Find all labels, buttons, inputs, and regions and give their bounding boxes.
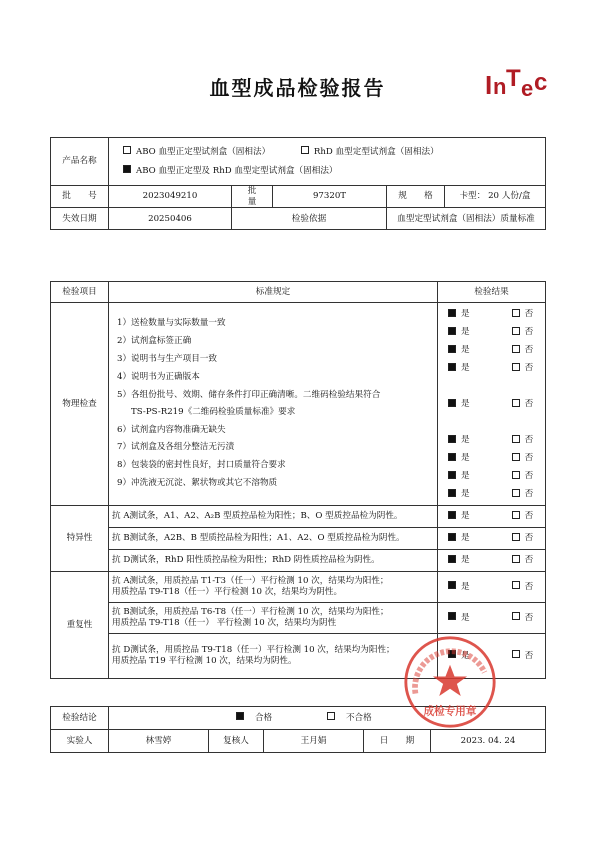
checkbox-icon (512, 650, 520, 658)
checkbox-icon (327, 712, 335, 720)
product-name-label: 产品名称 (51, 138, 109, 186)
result-label: 否 (524, 471, 534, 481)
svg-text:T: T (506, 65, 521, 92)
product-info-table (50, 137, 546, 230)
result-label: 否 (524, 650, 534, 661)
result-label: 是 (461, 533, 470, 544)
quality-inspection-stamp (402, 634, 498, 730)
svg-text:e: e (521, 76, 534, 101)
result-label: 是 (461, 471, 470, 481)
checkbox-checked-icon (448, 612, 456, 620)
checkbox-checked-icon (448, 489, 456, 497)
result-label: 否 (524, 435, 534, 445)
result-label: 是 (461, 399, 470, 409)
checkbox-icon (512, 309, 520, 317)
result-label: 是 (461, 650, 470, 661)
specificity-label: 特异性 (51, 506, 109, 572)
repeatability-standard: 抗 B测试条，用质控品 T6-T8（任一）平行检测 10 次，结果均为阳性； 用质控品 T9-T18（任一） 平行检测 10 次，结果均为阴性 (109, 603, 438, 634)
checkbox-checked-icon (123, 165, 131, 173)
result-label: 是 (461, 612, 470, 623)
result-label: 否 (524, 309, 534, 319)
product-option-rhd: RhD 血型定型试剂盒（固相法） (301, 147, 439, 157)
product-option-abo: ABO 血型正定型试剂盒（固相法） (123, 147, 270, 157)
physical-check-results (438, 303, 546, 506)
result-yes-no (438, 343, 533, 357)
result-yes-no (438, 307, 533, 321)
checkbox-checked-icon (236, 712, 244, 720)
page-title: 血型成品检验报告 (209, 76, 386, 100)
svg-text:n: n (493, 74, 507, 99)
checkbox-icon (512, 612, 520, 620)
checkbox-icon (512, 327, 520, 335)
checkbox-checked-icon (448, 345, 456, 353)
standard-item: 6）试剂盒内容物准确无缺失 (117, 424, 226, 435)
result-label: 否 (524, 511, 534, 522)
basis-label: 检验依据 (232, 208, 387, 230)
standard-item: 3）说明书与生产项目一致 (117, 353, 217, 364)
checkbox-icon (512, 533, 520, 541)
result-label: 是 (461, 453, 470, 463)
checkbox-icon (512, 453, 520, 461)
result-label: 是 (461, 555, 470, 566)
result-label: 是 (461, 581, 470, 592)
result-yes-no (438, 533, 545, 544)
result-label: 是 (461, 435, 470, 445)
checkbox-icon (123, 146, 131, 154)
result-label: 否 (524, 533, 534, 544)
checkbox-icon (512, 471, 520, 479)
checkbox-icon (512, 489, 520, 497)
physical-check-label: 物理检查 (51, 303, 109, 506)
checkbox-checked-icon (448, 533, 456, 541)
result-yes-no (438, 511, 545, 522)
repeatability-result (438, 572, 546, 603)
col-result-header: 检验结果 (438, 282, 546, 303)
result-yes-no (438, 397, 533, 411)
repeatability-standard: 抗 A测试条，用质控品 T1-T3（任一）平行检测 10 次，结果均为阳性； 用质控品 T9-T18（任一）平行检测 10 次，结果均为阴性。 (109, 572, 438, 603)
inspection-table (50, 281, 546, 679)
standard-item: 2）试剂盒标签正确 (117, 336, 192, 347)
result-yes-no (438, 582, 545, 593)
result-yes-no (438, 361, 533, 375)
tester-name: 林雪婷 (109, 730, 209, 753)
result-label: 否 (524, 453, 534, 463)
result-yes-no (438, 613, 545, 624)
result-yes-no (438, 451, 533, 465)
reviewer-name: 王月娟 (264, 730, 364, 753)
standard-item: 1）送检数量与实际数量一致 (117, 318, 226, 329)
repeatability-standard: 抗 D测试条，用质控品 T9-T18（任一）平行检测 10 次，结果均为阳性； 用质控品 T19 平行检测 10 次，结果均为阴性。 (109, 634, 438, 679)
result-label: 是 (461, 309, 470, 319)
result-yes-no (438, 469, 533, 483)
product-options-cell (109, 138, 546, 186)
reviewer-label: 复核人 (209, 730, 264, 753)
expiry-value: 20250406 (109, 208, 232, 230)
checkbox-icon (512, 511, 520, 519)
tester-label: 实验人 (51, 730, 109, 753)
result-yes-no (438, 433, 533, 447)
col-standard-header: 标准规定 (109, 282, 438, 303)
svg-text:c: c (534, 69, 548, 96)
specificity-result (438, 550, 546, 572)
result-label: 否 (524, 612, 534, 623)
result-label: 否 (524, 555, 534, 566)
standard-item: 8）包装袋的密封性良好，封口质量符合要求 (117, 460, 286, 471)
standard-item: 4）说明书为正确版本 (117, 371, 200, 382)
checkbox-checked-icon (448, 435, 456, 443)
checkbox-icon (512, 363, 520, 371)
checkbox-icon (512, 399, 520, 407)
checkbox-checked-icon (448, 511, 456, 519)
intec-logo (484, 64, 554, 104)
specificity-standard: 抗 A测试条，A1、A2、A₂B 型质控品检为阳性；B、O 型质控品检为阴性。 (109, 506, 438, 528)
result-label: 否 (524, 489, 534, 499)
conclusion-label: 检验结论 (51, 707, 109, 730)
result-label: 是 (461, 489, 470, 499)
repeatability-result (438, 603, 546, 634)
quantity-label: 批 量 (232, 186, 273, 208)
quantity-value: 97320T (273, 186, 387, 208)
standard-item: 7）试剂盒及各组分整洁无污渍 (117, 442, 235, 453)
svg-text:I: I (485, 70, 493, 100)
spec-value: 卡型： 20 人份/盒 (445, 186, 546, 208)
checkbox-icon (512, 581, 520, 589)
checkbox-checked-icon (448, 471, 456, 479)
result-label: 否 (524, 327, 534, 337)
checkbox-checked-icon (448, 581, 456, 589)
expiry-label: 失效日期 (51, 208, 109, 230)
result-label: 否 (524, 363, 534, 373)
specificity-result (438, 506, 546, 528)
specificity-standard: 抗 D测试条，RhD 阳性质控品检为阳性；RhD 阴性质控品检为阴性。 (109, 550, 438, 572)
checkbox-icon (512, 435, 520, 443)
checkbox-checked-icon (448, 363, 456, 371)
result-label: 是 (461, 345, 470, 355)
fail-option: 不合格 (327, 713, 372, 723)
result-label: 否 (524, 581, 534, 592)
repeatability-label: 重复性 (51, 572, 109, 679)
specificity-standard: 抗 B测试条，A2B、B 型质控品检为阳性；A1、A2、O 型质控品检为阴性。 (109, 528, 438, 550)
result-yes-no (438, 555, 545, 566)
result-label: 是 (461, 511, 470, 522)
pass-option: 合格 (236, 713, 272, 723)
svg-text:成检专用章: 成检专用章 (423, 705, 477, 718)
checkbox-icon (301, 146, 309, 154)
date-value: 2023. 04. 24 (431, 730, 546, 753)
checkbox-checked-icon (448, 555, 456, 563)
col-item-header: 检验项目 (51, 282, 109, 303)
checkbox-checked-icon (448, 399, 456, 407)
standard-item-5: 5）各组份批号、效期、储存条件打印正确清晰。二维码检验结果符合 TS-PS-R219《二维码检验质量标准》要求 (117, 389, 381, 417)
physical-check-standards (109, 303, 438, 506)
result-yes-no (438, 487, 533, 501)
product-option-abo-rhd: ABO 血型正定型及 RhD 血型定型试剂盒（固相法） (123, 166, 338, 176)
checkbox-icon (512, 345, 520, 353)
result-label: 是 (461, 363, 470, 373)
specificity-result (438, 528, 546, 550)
batch-label: 批 号 (51, 186, 109, 208)
batch-value: 2023049210 (109, 186, 232, 208)
checkbox-icon (512, 555, 520, 563)
spec-label: 规 格 (387, 186, 445, 208)
checkbox-checked-icon (448, 327, 456, 335)
basis-value: 血型定型试剂盒（固相法）质量标准 (387, 208, 546, 230)
checkbox-checked-icon (448, 453, 456, 461)
result-yes-no (438, 325, 533, 339)
checkbox-checked-icon (448, 309, 456, 317)
standard-item: 9）冲洗液无沉淀、絮状物或其它不溶物质 (117, 477, 278, 488)
result-label: 否 (524, 399, 534, 409)
date-label: 日 期 (364, 730, 431, 753)
result-label: 是 (461, 327, 470, 337)
result-label: 否 (524, 345, 534, 355)
